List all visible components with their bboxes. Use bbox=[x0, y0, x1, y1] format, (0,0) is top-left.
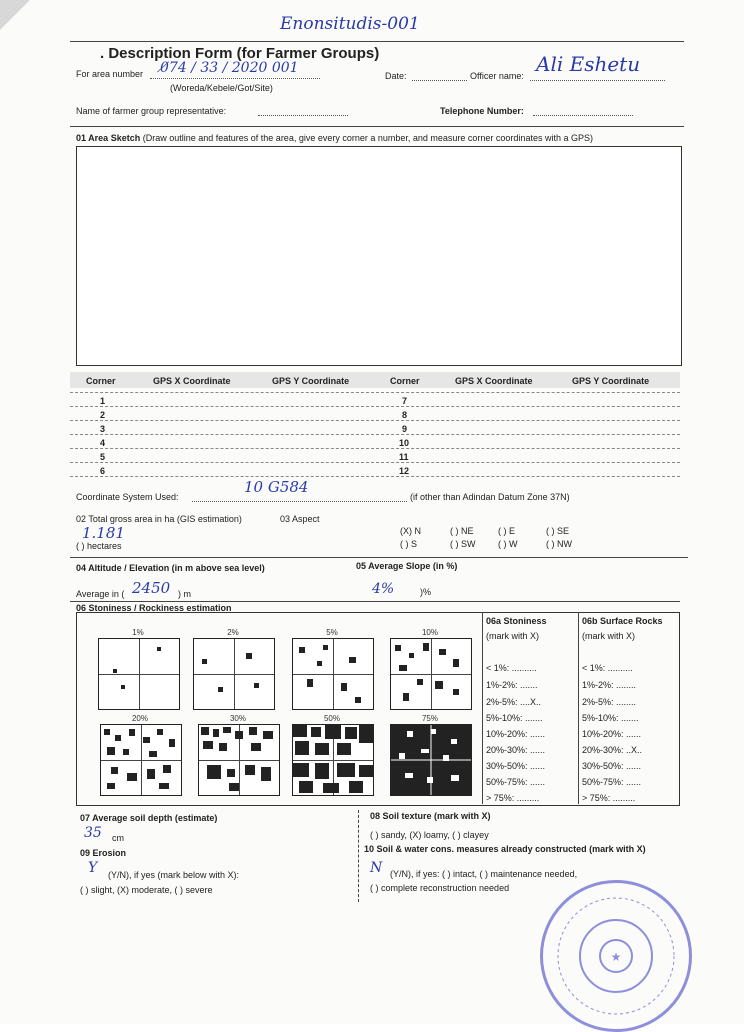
officer-label: Officer name: bbox=[470, 71, 524, 81]
area-number-label: For area number bbox=[76, 69, 144, 79]
swc-label: 10 Soil & water cons. measures already constructed (mark with X) bbox=[364, 844, 646, 854]
stoniness-b-sub: (mark with X) bbox=[582, 631, 636, 641]
aspect-n[interactable]: (X) N bbox=[400, 526, 421, 536]
stamp-pattern bbox=[543, 883, 689, 1029]
gps-corner-2: 2 bbox=[100, 410, 106, 420]
stone-b-item[interactable]: < 1%: .......... bbox=[582, 663, 633, 673]
altitude-avg-label: Average in ( bbox=[76, 589, 125, 599]
form-title: . Description Form (for Farmer Groups) bbox=[100, 45, 380, 62]
stone-grid-1pct bbox=[98, 638, 180, 710]
stone-grid-2pct bbox=[193, 638, 275, 710]
stone-b-item[interactable]: 5%-10%: ....... bbox=[582, 713, 639, 723]
stone-a-item[interactable]: 5%-10%: ....... bbox=[486, 713, 543, 723]
erosion-value: Y bbox=[88, 860, 98, 876]
gps-corner-9: 9 bbox=[402, 424, 408, 434]
gps-header-corner-right: Corner bbox=[390, 376, 420, 386]
stone-a-item[interactable]: > 75%: ......... bbox=[486, 793, 540, 803]
gps-corner-3: 3 bbox=[100, 424, 106, 434]
erosion-label: 09 Erosion bbox=[80, 848, 127, 858]
stone-a-item[interactable]: 20%-30%: ...... bbox=[486, 745, 546, 755]
sketch-area[interactable] bbox=[76, 146, 682, 366]
swc-value: N bbox=[370, 860, 383, 876]
stone-b-item[interactable]: 2%-5%: ........ bbox=[582, 697, 637, 707]
stone-b-item[interactable]: 30%-50%: ...... bbox=[582, 761, 642, 771]
stone-a-item[interactable]: 50%-75%: ...... bbox=[486, 777, 546, 787]
stoniness-b-title: 06b Surface Rocks bbox=[582, 616, 663, 626]
gps-corner-8: 8 bbox=[402, 410, 408, 420]
grid-label-1: 1% bbox=[132, 628, 144, 637]
gps-row-line bbox=[70, 420, 680, 421]
date-label: Date: bbox=[385, 71, 407, 81]
erosion-text: (Y/N), if yes (mark below with X): bbox=[108, 870, 240, 880]
folded-corner bbox=[0, 0, 30, 30]
divider bbox=[70, 557, 688, 558]
stone-grid-20pct bbox=[100, 724, 182, 796]
soil-depth-unit: cm bbox=[112, 833, 124, 843]
total-area-label: 02 Total gross area in ha (GIS estimation) bbox=[76, 514, 242, 524]
gps-header-y-left: GPS Y Coordinate bbox=[272, 376, 350, 386]
gps-row-line bbox=[70, 406, 680, 407]
stone-a-item[interactable]: 10%-20%: ...... bbox=[486, 729, 546, 739]
altitude-unit: ) m bbox=[178, 589, 191, 599]
aspect-s[interactable]: ( ) S bbox=[400, 539, 417, 549]
gps-corner-7: 7 bbox=[402, 396, 408, 406]
stone-b-item[interactable]: 50%-75%: ...... bbox=[582, 777, 642, 787]
stone-b-item[interactable]: > 75%: ......... bbox=[582, 793, 636, 803]
grid-label-30: 30% bbox=[229, 714, 246, 723]
stoniness-col-divider bbox=[482, 612, 483, 804]
phone-label: Telephone Number: bbox=[440, 106, 524, 116]
stone-a-item[interactable]: 1%-2%: ....... bbox=[486, 680, 538, 690]
gps-corner-1: 1 bbox=[100, 396, 106, 406]
altitude-label: 04 Altitude / Elevation (in m above sea level) bbox=[76, 563, 265, 573]
stoniness-a-sub: (mark with X) bbox=[486, 631, 540, 641]
gps-header-x-left: GPS X Coordinate bbox=[153, 376, 231, 386]
gps-corner-6: 6 bbox=[100, 466, 106, 476]
phone-line bbox=[533, 106, 633, 116]
aspect-se[interactable]: ( ) SE bbox=[546, 526, 570, 536]
swc-text: (Y/N), if yes: ( ) intact, ( ) maintenance needed, bbox=[390, 869, 578, 879]
sketch-label: 01 Area Sketch (Draw outline and features of the area, give every corner a number, and measure corner coordinates with a GPS) bbox=[76, 133, 593, 143]
gps-row-line bbox=[70, 462, 680, 463]
official-stamp bbox=[540, 880, 692, 1032]
stoniness-label: 06 Stoniness / Rockiness estimation bbox=[76, 603, 232, 613]
stone-b-item[interactable]: 20%-30%: ..X.. bbox=[582, 745, 643, 755]
slope-unit: )% bbox=[420, 587, 431, 597]
soil-depth-value: 35 bbox=[84, 825, 102, 841]
aspect-e[interactable]: ( ) E bbox=[498, 526, 515, 536]
gps-header-x-right: GPS X Coordinate bbox=[455, 376, 533, 386]
coord-system-suffix: (if other than Adindan Datum Zone 37N) bbox=[410, 492, 570, 502]
aspect-ne[interactable]: ( ) NE bbox=[450, 526, 474, 536]
gps-corner-4: 4 bbox=[100, 438, 106, 448]
stone-b-item[interactable]: 1%-2%: ........ bbox=[582, 680, 637, 690]
coord-system-label: Coordinate System Used: bbox=[76, 492, 179, 502]
aspect-w[interactable]: ( ) W bbox=[498, 539, 518, 549]
slope-label: 05 Average Slope (in %) bbox=[356, 561, 458, 571]
aspect-nw[interactable]: ( ) NW bbox=[546, 539, 572, 549]
stoniness-a-title: 06a Stoniness bbox=[486, 616, 547, 626]
gps-row-line bbox=[70, 434, 680, 435]
svg-text:★: ★ bbox=[610, 950, 622, 964]
soil-texture-label: 08 Soil texture (mark with X) bbox=[370, 811, 491, 821]
top-border bbox=[70, 41, 684, 42]
stone-grid-10pct bbox=[390, 638, 472, 710]
gps-header-y-right: GPS Y Coordinate bbox=[572, 376, 650, 386]
aspect-label: 03 Aspect bbox=[280, 514, 320, 524]
divider bbox=[70, 601, 680, 602]
stone-grid-5pct bbox=[292, 638, 374, 710]
gps-row-line bbox=[70, 392, 680, 393]
area-number-value: 0̸74 / 33 / 2020 001 bbox=[160, 60, 299, 76]
soil-col-divider bbox=[358, 810, 359, 902]
total-area-value: 1.181 bbox=[82, 524, 125, 542]
stone-grid-30pct bbox=[198, 724, 280, 796]
stone-grid-75pct bbox=[390, 724, 472, 796]
aspect-sw[interactable]: ( ) SW bbox=[450, 539, 476, 549]
area-number-sub: (Woreda/Kebele/Got/Site) bbox=[170, 83, 273, 93]
hectares-label: ( ) hectares bbox=[76, 541, 122, 551]
handwritten-title: Enonsitudis-001 bbox=[280, 14, 420, 34]
stone-grid-50pct bbox=[292, 724, 374, 796]
gps-row-line bbox=[70, 448, 680, 449]
soil-texture-options[interactable]: ( ) sandy, (X) loamy, ( ) clayey bbox=[370, 830, 489, 840]
grid-label-50: 50% bbox=[323, 714, 340, 723]
stone-b-item[interactable]: 10%-20%: ...... bbox=[582, 729, 642, 739]
rep-label: Name of farmer group representative: bbox=[76, 106, 227, 116]
stone-a-item[interactable]: 2%-5%: ....X.. bbox=[486, 697, 542, 707]
altitude-value: 2450 bbox=[132, 579, 171, 597]
stoniness-col-divider bbox=[578, 612, 579, 804]
gps-corner-5: 5 bbox=[100, 452, 106, 462]
gps-corner-10: 10 bbox=[399, 438, 410, 448]
grid-label-2: 2% bbox=[227, 628, 239, 637]
officer-value: Ali Eshetu bbox=[536, 52, 641, 76]
stone-a-item[interactable]: 30%-50%: ...... bbox=[486, 761, 546, 771]
coord-system-value: 10 G584 bbox=[244, 478, 309, 496]
soil-depth-label: 07 Average soil depth (estimate) bbox=[80, 813, 218, 823]
grid-label-20: 20% bbox=[131, 714, 148, 723]
divider bbox=[70, 126, 684, 127]
stone-a-item[interactable]: < 1%: .......... bbox=[486, 663, 537, 673]
swc-text2: ( ) complete reconstruction needed bbox=[370, 883, 510, 893]
gps-corner-12: 12 bbox=[399, 466, 410, 476]
erosion-options[interactable]: ( ) slight, (X) moderate, ( ) severe bbox=[80, 885, 213, 895]
grid-label-75: 75% bbox=[421, 714, 438, 723]
grid-label-5: 5% bbox=[326, 628, 338, 637]
gps-header-corner-left: Corner bbox=[86, 376, 116, 386]
gps-corner-11: 11 bbox=[399, 452, 409, 462]
grid-label-10: 10% bbox=[421, 628, 438, 637]
gps-row-line bbox=[70, 476, 680, 477]
date-line bbox=[412, 71, 467, 81]
rep-line bbox=[258, 106, 348, 116]
slope-value: 4% bbox=[372, 581, 395, 597]
